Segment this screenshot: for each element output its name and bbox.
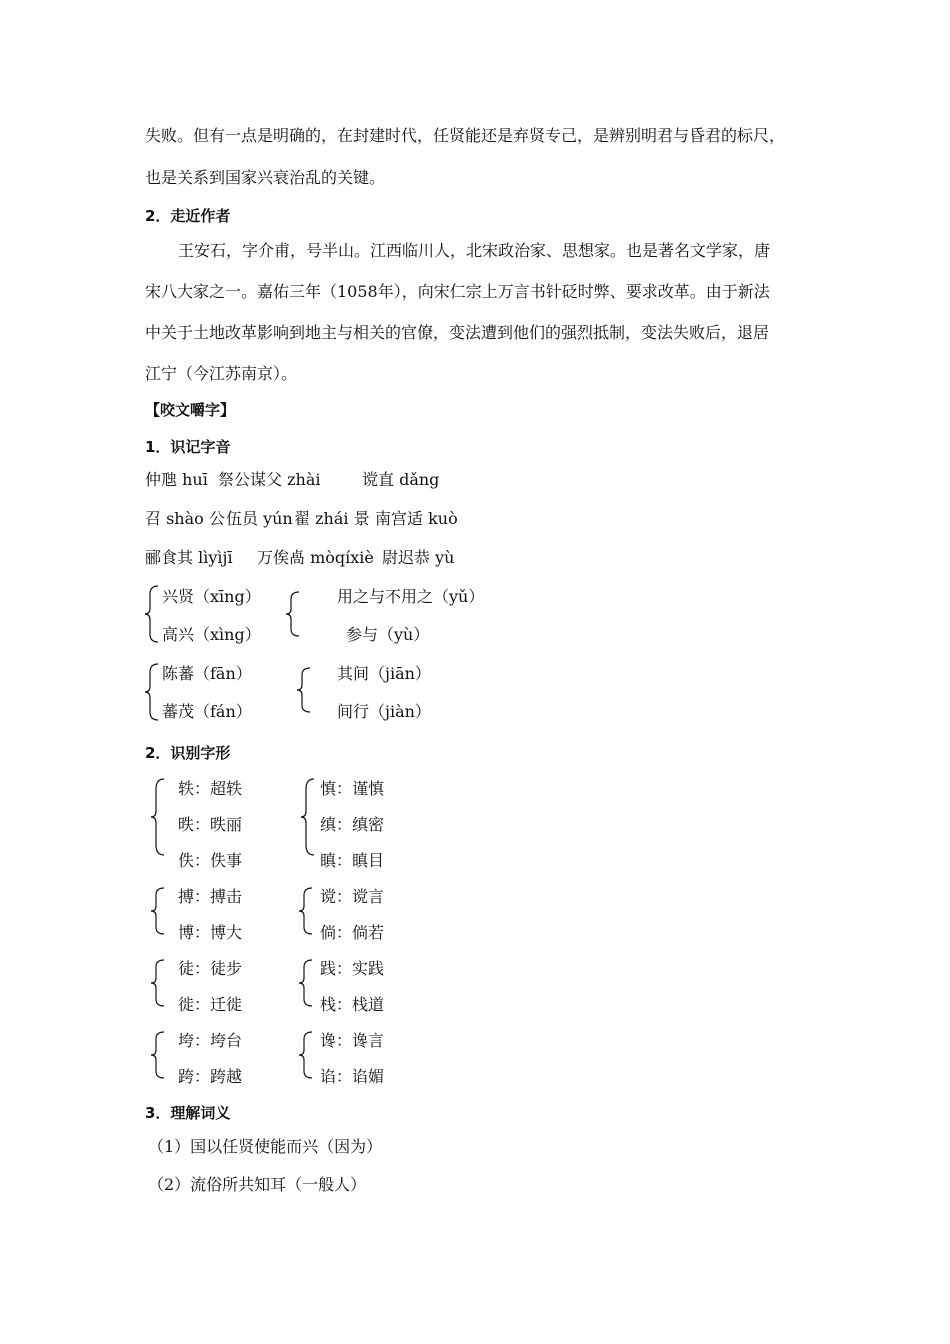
pron-group3-top: 陈蕃（fān） [162,664,252,683]
brace-icon [298,886,314,936]
pron-row2-d: 南宫适 kuò [375,509,458,528]
form-g8-item2: 谄：谄媚 [320,1067,385,1086]
pron-row3-b: 万俟卨 mòqíxiè [257,548,374,567]
forms-heading: 2．识别字形 [145,744,231,762]
intro-line-2: 也是关系到国家兴衰治乱的关键。 [145,168,386,187]
pron-row1-c: 谠直 dǎng [362,470,440,489]
form-g4-item1: 谠：谠言 [320,887,385,906]
author-line-2: 宋八大家之一。嘉佑三年（1058年），向宋仁宗上万言书针砭时弊、要求改革。由于新法 [145,282,770,301]
pron-row2-a: 召 shào 公 [145,509,225,528]
pron-row1-b: 祭公谋父 zhài [218,470,321,489]
section-title: 【咬文嚼字】 [145,401,236,419]
form-g1-item2: 昳：昳丽 [178,815,243,834]
author-line-4: 江宁（今江苏南京）。 [145,364,298,383]
pron-group1-bottom: 高兴（xìng） [162,625,261,644]
meaning-item-1: （1）国以任贤使能而兴（因为） [148,1137,383,1156]
form-g1-item1: 轶：超轶 [178,779,243,798]
form-g5-item2: 徙：迁徙 [178,995,243,1014]
meaning-heading: 3．理解词义 [145,1104,231,1122]
author-line-1: 王安石，字介甫，号半山。江西临川人，北宋政治家、思想家。也是著名文学家，唐 [178,241,771,260]
brace-icon [298,958,314,1008]
pron-row2-b: 伍员 yún [226,509,293,528]
pron-group2-top: 用之与不用之（yǔ） [337,587,485,606]
pron-group4-top: 其间（jiān） [337,664,431,683]
brace-icon [285,590,301,638]
brace-icon [144,584,160,644]
brace-icon [150,958,166,1008]
brace-icon [150,1030,166,1080]
pron-row3-a: 郦食其 lìyìjī [145,548,233,567]
form-g7-item1: 垮：垮台 [178,1031,243,1050]
pron-group1-top: 兴贤（xīng） [162,587,261,606]
pron-row1-a: 仲虺 huī [145,470,208,489]
brace-icon [150,886,166,936]
form-g2-item1: 慎：谨慎 [320,779,385,798]
pronunciation-heading: 1．识记字音 [145,438,231,456]
form-g3-item2: 博：博大 [178,923,243,942]
meaning-item-2: （2）流俗所共知耳（一般人） [148,1175,367,1194]
form-g2-item2: 缜：缜密 [320,815,385,834]
brace-icon [296,666,312,714]
pron-row3-c: 尉迟恭 yù [382,548,455,567]
pron-group2-bottom: 参与（yù） [346,625,430,644]
form-g1-item3: 佚：佚事 [178,851,243,870]
form-g6-item1: 践：实践 [320,959,385,978]
pron-row2-c: 翟 zhái 景 [294,509,370,528]
form-g8-item1: 谗：谗言 [320,1031,385,1050]
form-g2-item3: 瞋：瞋目 [320,851,385,870]
author-heading: 2．走近作者 [145,207,231,225]
brace-icon [144,662,160,722]
form-g5-item1: 徒：徒步 [178,959,243,978]
author-line-3: 中关于土地改革影响到地主与相关的官僚，变法遭到他们的强烈抵制，变法失败后，退居 [145,323,770,342]
pron-group3-bottom: 蕃茂（fán） [162,702,252,721]
form-g4-item2: 倘：倘若 [320,923,385,942]
brace-icon [300,777,316,857]
intro-line-1: 失败。但有一点是明确的，在封建时代，任贤能还是弃贤专己，是辨别明君与昏君的标尺， [145,126,786,145]
form-g3-item1: 搏：搏击 [178,887,243,906]
form-g6-item2: 栈：栈道 [320,995,385,1014]
pron-group4-bottom: 间行（jiàn） [337,702,431,721]
brace-icon [298,1030,314,1080]
brace-icon [150,777,166,857]
form-g7-item2: 跨：跨越 [178,1067,243,1086]
